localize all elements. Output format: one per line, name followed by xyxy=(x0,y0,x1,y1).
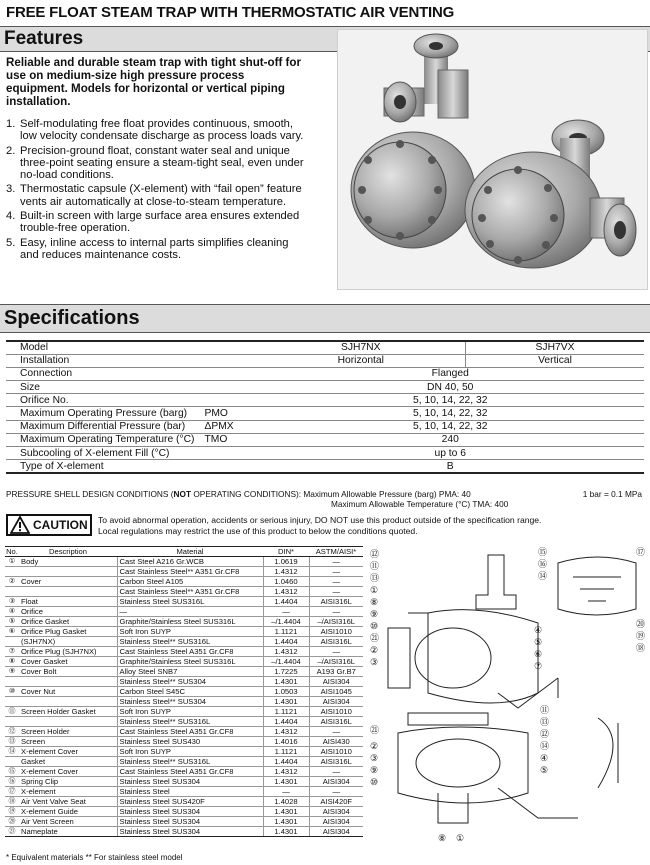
astm-number: — xyxy=(309,647,363,657)
din-number: 1.4301 xyxy=(263,697,309,707)
part-number: ⑦ xyxy=(5,647,19,657)
astm-number: –/AISI316L xyxy=(309,657,363,667)
part-description: Cover Bolt xyxy=(19,667,117,677)
caution-label: CAUTION xyxy=(33,518,88,532)
cell-value: Horizontal xyxy=(256,354,465,367)
part-description: Air Vent Screen xyxy=(19,817,117,827)
table-row xyxy=(5,697,363,707)
din-number: 1.4312 xyxy=(263,587,309,597)
astm-number: — xyxy=(309,727,363,737)
part-material: Graphite/Stainless Steel SUS316L xyxy=(117,617,263,627)
table-row xyxy=(6,367,644,380)
part-description: Gasket xyxy=(19,757,117,767)
part-material: Stainless Steel** SUS316L xyxy=(117,757,263,767)
part-number xyxy=(5,567,19,577)
table-row xyxy=(6,354,644,367)
feature-list xyxy=(6,118,306,263)
din-number: — xyxy=(263,787,309,797)
din-number: 1.4301 xyxy=(263,807,309,817)
callout-label: ⑦ xyxy=(534,661,543,671)
row-label: Model xyxy=(6,341,196,354)
cell-value: SJH7NX xyxy=(256,341,465,354)
din-number: 1.4312 xyxy=(263,567,309,577)
table-row xyxy=(5,587,363,597)
astm-number: A193 Gr.B7 xyxy=(309,667,363,677)
materials-table xyxy=(5,546,363,837)
table-row xyxy=(5,817,363,827)
cell-value: 5, 10, 14, 22, 32 xyxy=(256,394,644,407)
part-number: ⑭ xyxy=(5,747,19,757)
din-number: 1.4312 xyxy=(263,727,309,737)
header-no: No. xyxy=(6,547,18,556)
callout-label: ⑧ xyxy=(370,597,379,607)
caution-badge xyxy=(6,514,92,536)
part-description: Orifice Plug (SJH7NX) xyxy=(19,647,117,657)
table-row xyxy=(5,687,363,697)
table-row xyxy=(5,667,363,677)
part-material: Stainless Steel** SUS316L xyxy=(117,637,263,647)
callout-label: ③ xyxy=(370,657,379,667)
table-row xyxy=(5,827,363,837)
part-material: Stainless Steel SUS430 xyxy=(117,737,263,747)
part-description: (SJH7NX) xyxy=(19,637,117,647)
table-row xyxy=(6,381,644,394)
part-material: Soft Iron SUYP xyxy=(117,627,263,637)
drawing-shape xyxy=(476,555,516,609)
part-description: Spring Clip xyxy=(19,777,117,787)
part-material: Carbon Steel S45C xyxy=(117,687,263,697)
part-material: Stainless Steel SUS304 xyxy=(117,827,263,837)
table-row xyxy=(5,727,363,737)
astm-number: — xyxy=(309,587,363,597)
part-material: Stainless Steel** SUS316L xyxy=(117,717,263,727)
astm-number: AISI304 xyxy=(309,697,363,707)
cross-section-drawings xyxy=(368,543,648,848)
callout-label: ⑲ xyxy=(636,631,646,641)
table-header-row xyxy=(5,547,363,557)
part-material: Stainless Steel SUS304 xyxy=(117,777,263,787)
part-description: Screen Holder xyxy=(19,727,117,737)
astm-number: –/AISI316L xyxy=(309,617,363,627)
drawing-shape xyxy=(558,557,636,615)
drawing-shape xyxy=(388,628,410,688)
din-number: 1.7225 xyxy=(263,667,309,677)
callout-label: ⑮ xyxy=(538,547,548,557)
callout-label: ④ xyxy=(540,753,549,763)
table-row xyxy=(6,460,644,473)
table-row xyxy=(6,433,644,446)
callout-label: ⑧ xyxy=(438,833,447,843)
cell-value: 5, 10, 14, 22, 32 xyxy=(256,407,644,420)
part-number: ⑮ xyxy=(5,767,19,777)
callout-label: ㉑ xyxy=(370,633,380,643)
callout-label: ③ xyxy=(370,753,379,763)
cell-value: 5, 10, 14, 22, 32 xyxy=(256,420,644,433)
table-row xyxy=(5,577,363,587)
din-number: 1.4028 xyxy=(263,797,309,807)
list-item xyxy=(6,237,306,262)
part-material: Graphite/Stainless Steel SUS316L xyxy=(117,657,263,667)
part-description: Screen Holder Gasket xyxy=(19,707,117,717)
part-description xyxy=(19,677,117,687)
specifications-heading: Specifications xyxy=(0,304,650,333)
row-label: Maximum Operating Temperature (°C) xyxy=(6,433,196,446)
callout-label: ⑬ xyxy=(370,573,380,583)
table-row xyxy=(6,341,644,354)
callout-label: ⑬ xyxy=(540,717,550,727)
list-item xyxy=(6,210,306,235)
callout-label: ⑭ xyxy=(540,741,550,751)
part-description: Nameplate xyxy=(19,827,117,837)
part-number: ⑤ xyxy=(5,617,19,627)
table-row xyxy=(5,657,363,667)
list-text: Easy, inline access to internal parts simplifies cleaning and reduces maintenance costs. xyxy=(20,236,289,261)
table-row xyxy=(6,420,644,433)
warning-triangle-icon xyxy=(10,516,30,534)
row-label: Maximum Operating Pressure (barg) xyxy=(6,407,196,420)
callout-label: ⑩ xyxy=(370,777,379,787)
callout-label: ⑤ xyxy=(540,765,549,775)
din-number: 1.0619 xyxy=(263,557,309,567)
part-number: ⑥ xyxy=(5,627,19,637)
specifications-table xyxy=(6,340,644,474)
astm-number: AISI316L xyxy=(309,637,363,647)
astm-number: AISI1010 xyxy=(309,747,363,757)
page-title: FREE FLOAT STEAM TRAP WITH THERMOSTATIC AIR VENTING xyxy=(6,4,455,21)
row-label: Installation xyxy=(6,354,196,367)
part-material: Stainless Steel SUS304 xyxy=(117,807,263,817)
part-description: X-element Cover xyxy=(19,767,117,777)
table-row xyxy=(5,677,363,687)
part-material: Stainless Steel** SUS304 xyxy=(117,697,263,707)
callout-label: ⑩ xyxy=(370,621,379,631)
din-number: 1.4404 xyxy=(263,717,309,727)
row-symbol: ΔPMX xyxy=(196,420,256,433)
table-row xyxy=(5,637,363,647)
part-number: ⑬ xyxy=(5,737,19,747)
din-number: 1.4404 xyxy=(263,757,309,767)
table-row xyxy=(5,747,363,757)
part-number: ⑱ xyxy=(5,797,19,807)
steam-trap-illustration xyxy=(338,30,647,289)
part-number xyxy=(5,677,19,687)
callout-label: ⑫ xyxy=(540,729,550,739)
table-row xyxy=(5,627,363,637)
din-number: 1.4404 xyxy=(263,597,309,607)
din-number: 1.1121 xyxy=(263,707,309,717)
part-description xyxy=(19,587,117,597)
part-number: ⑨ xyxy=(5,667,19,677)
part-material: Carbon Steel A105 xyxy=(117,577,263,587)
callout-label: ⑳ xyxy=(636,619,646,629)
part-description: Cover xyxy=(19,577,117,587)
callout-label: ⑰ xyxy=(636,547,646,557)
din-number: 1.4312 xyxy=(263,647,309,657)
row-symbol: TMO xyxy=(196,433,256,446)
table-row xyxy=(5,717,363,727)
din-number: 1.4312 xyxy=(263,767,309,777)
table-row xyxy=(6,407,644,420)
astm-number: AISI430 xyxy=(309,737,363,747)
list-number: 2. xyxy=(6,144,16,157)
cell-value: Vertical xyxy=(466,354,644,367)
row-label: Maximum Differential Pressure (bar) xyxy=(6,420,196,433)
callout-label: ⑤ xyxy=(534,637,543,647)
astm-number: — xyxy=(309,607,363,617)
part-description: Cover Nut xyxy=(19,687,117,697)
part-number: ⑰ xyxy=(5,787,19,797)
table-row xyxy=(5,567,363,577)
list-number: 5. xyxy=(6,236,16,249)
part-number: ⑪ xyxy=(5,707,19,717)
list-item xyxy=(6,145,306,182)
table-row xyxy=(5,737,363,747)
table-row xyxy=(5,787,363,797)
callout-label: ⑪ xyxy=(370,561,380,571)
part-material: Cast Steel A216 Gr.WCB xyxy=(117,557,263,567)
table-row xyxy=(5,797,363,807)
list-item xyxy=(6,118,306,143)
callout-label: ⑥ xyxy=(534,649,543,659)
din-number: — xyxy=(263,607,309,617)
row-symbol xyxy=(196,381,256,394)
callout-label: ④ xyxy=(534,625,543,635)
product-photo xyxy=(337,29,648,290)
list-text: Precision-ground float, constant water seal and unique three-point seating ensure a steam-tight seal, even under no-load conditions. xyxy=(20,144,304,182)
list-number: 3. xyxy=(6,183,16,196)
part-number xyxy=(5,717,19,727)
din-number: 1.4301 xyxy=(263,677,309,687)
callout-label: ⑯ xyxy=(538,559,548,569)
part-material: Alloy Steel SNB7 xyxy=(117,667,263,677)
callout-label: ⑨ xyxy=(370,765,379,775)
part-description xyxy=(19,717,117,727)
drawing-shape xyxy=(408,713,488,725)
table-row xyxy=(5,807,363,817)
part-description: Float xyxy=(19,597,117,607)
part-description: Orifice xyxy=(19,607,117,617)
row-label: Size xyxy=(6,381,196,394)
part-description: Orifice Plug Gasket xyxy=(19,627,117,637)
cell-value: Flanged xyxy=(256,367,644,380)
part-material: Stainless Steel SUS304 xyxy=(117,817,263,827)
drawing-shape xyxy=(416,739,500,787)
part-description: X-element xyxy=(19,787,117,797)
part-number: ① xyxy=(5,557,19,567)
part-number: ㉑ xyxy=(5,827,19,837)
header-material: Material xyxy=(117,547,263,557)
astm-number: — xyxy=(309,557,363,567)
callout-label: ⑨ xyxy=(370,609,379,619)
table-row xyxy=(6,447,644,460)
part-description: Orifice Gasket xyxy=(19,617,117,627)
astm-number: AISI304 xyxy=(309,817,363,827)
part-number: ⑲ xyxy=(5,807,19,817)
row-symbol xyxy=(196,394,256,407)
unit-conversion: 1 bar = 0.1 MPa xyxy=(582,489,642,499)
part-description: Body xyxy=(19,557,117,567)
row-label: Orifice No. xyxy=(6,394,196,407)
part-number xyxy=(5,697,19,707)
astm-number: — xyxy=(309,567,363,577)
part-material: Cast Stainless Steel** A351 Gr.CF8 xyxy=(117,587,263,597)
part-number: ⑯ xyxy=(5,777,19,787)
part-number xyxy=(5,587,19,597)
header-description: Description xyxy=(19,547,117,557)
callout-label: ⑪ xyxy=(540,705,550,715)
table-row xyxy=(5,647,363,657)
row-label: Connection xyxy=(6,367,196,380)
list-number: 4. xyxy=(6,210,16,223)
cell-value: SJH7VX xyxy=(466,341,644,354)
cell-value: DN 40, 50 xyxy=(256,381,644,394)
din-number: 1.4404 xyxy=(263,637,309,647)
part-material: Cast Stainless Steel** A351 Gr.CF8 xyxy=(117,567,263,577)
part-number: ③ xyxy=(5,597,19,607)
callout-label: ① xyxy=(370,585,379,595)
table-row xyxy=(5,617,363,627)
header-din: DIN* xyxy=(263,547,309,557)
callout-label: ② xyxy=(370,645,379,655)
table-row xyxy=(5,707,363,717)
table-row xyxy=(5,777,363,787)
list-text: Built-in screen with large surface area ensures extended trouble-free operation. xyxy=(20,210,300,235)
row-label: Subcooling of X-element Fill (°C) xyxy=(6,447,196,460)
part-number xyxy=(5,637,19,647)
astm-number: AISI304 xyxy=(309,807,363,817)
astm-number: AISI316L xyxy=(309,717,363,727)
part-number: ⑧ xyxy=(5,657,19,667)
part-material: Stainless Steel xyxy=(117,787,263,797)
din-number: 1.4301 xyxy=(263,777,309,787)
pressure-shell-note: PRESSURE SHELL DESIGN CONDITIONS (NOT OPERATING CONDITIONS): Maximum Allowable Pressure (barg) PMA: 40 Maximum Allowable Temperature (°C) TMA: 400 1 bar = 0.1 MPa xyxy=(6,489,642,509)
part-description: X-element Guide xyxy=(19,807,117,817)
din-number: 1.0460 xyxy=(263,577,309,587)
part-material: Cast Stainless Steel A351 Gr.CF8 xyxy=(117,647,263,657)
drawing-shape xyxy=(408,610,538,703)
din-number: –/1.4404 xyxy=(263,617,309,627)
din-number: 1.1121 xyxy=(263,627,309,637)
astm-number: AISI304 xyxy=(309,827,363,837)
part-description xyxy=(19,567,117,577)
drawing-shape xyxy=(573,577,621,601)
callout-label: ② xyxy=(370,741,379,751)
header-astm: ASTM/AISI* xyxy=(309,547,363,557)
part-description: Cover Gasket xyxy=(19,657,117,667)
list-number: 1. xyxy=(6,118,16,130)
part-number: ④ xyxy=(5,607,19,617)
drawing-shape xyxy=(498,678,558,708)
part-number: ⑳ xyxy=(5,817,19,827)
part-material: Cast Stainless Steel A351 Gr.CF8 xyxy=(117,727,263,737)
astm-number: AISI304 xyxy=(309,777,363,787)
part-description xyxy=(19,697,117,707)
part-number: ⑩ xyxy=(5,687,19,697)
cell-value: 240 xyxy=(256,433,644,446)
row-label: Type of X-element xyxy=(6,460,196,473)
astm-number: AISI316L xyxy=(309,757,363,767)
callout-label: ① xyxy=(456,833,465,843)
row-symbol xyxy=(196,367,256,380)
din-number: 1.0503 xyxy=(263,687,309,697)
callout-label: ⑫ xyxy=(370,549,380,559)
din-number: –/1.4404 xyxy=(263,657,309,667)
table-row xyxy=(5,767,363,777)
footnote: * Equivalent materials ** For stainless steel model xyxy=(6,853,183,862)
drawing-shape xyxy=(415,628,491,688)
table-row xyxy=(5,757,363,767)
callout-label: ㉑ xyxy=(370,725,380,735)
astm-number: AISI316L xyxy=(309,597,363,607)
list-item xyxy=(6,183,306,208)
cell-value: up to 6 xyxy=(256,447,644,460)
part-material: Stainless Steel SUS420F xyxy=(117,797,263,807)
part-material: Soft Iron SUYP xyxy=(117,747,263,757)
features-intro: Reliable and durable steam trap with tight shut-off for use on medium-size high pressure process equipment. Models for horizontal or vertical piping installation. xyxy=(6,56,302,108)
part-number xyxy=(5,757,19,767)
row-symbol: PMO xyxy=(196,407,256,420)
astm-number: AISI420F xyxy=(309,797,363,807)
drawing-shape xyxy=(398,727,528,803)
part-material: Soft Iron SUYP xyxy=(117,707,263,717)
list-text: Thermostatic capsule (X-element) with “fail open” feature vents air automatically at close-to-steam temperature. xyxy=(20,183,302,208)
astm-number: — xyxy=(309,577,363,587)
part-description: Screen xyxy=(19,737,117,747)
din-number: 1.4016 xyxy=(263,737,309,747)
part-material: — xyxy=(117,607,263,617)
part-number: ⑫ xyxy=(5,727,19,737)
part-material: Stainless Steel** SUS304 xyxy=(117,677,263,687)
caution-text: To avoid abnormal operation, accidents or serious injury, DO NOT use this product outside of the specification range. Local regulations may restrict the use of this product to below the conditions quoted. xyxy=(98,515,542,536)
row-symbol xyxy=(196,447,256,460)
list-text: Self-modulating free float provides continuous, smooth, low velocity condensate discharge as process loads vary. xyxy=(20,118,304,143)
table-row xyxy=(5,607,363,617)
part-description: X-element Cover xyxy=(19,747,117,757)
astm-number: — xyxy=(309,767,363,777)
din-number: 1.1121 xyxy=(263,747,309,757)
features-heading: Features xyxy=(0,26,650,52)
cell-value: B xyxy=(256,460,644,473)
part-description: Air Vent Valve Seat xyxy=(19,797,117,807)
astm-number: AISI1010 xyxy=(309,627,363,637)
table-row xyxy=(5,557,363,567)
drawing-shape xyxy=(598,718,618,788)
part-material: Stainless Steel SUS316L xyxy=(117,597,263,607)
table-row xyxy=(5,597,363,607)
part-material: Cast Stainless Steel A351 Gr.CF8 xyxy=(117,767,263,777)
materials-body xyxy=(5,557,363,837)
part-number: ② xyxy=(5,577,19,587)
table-row xyxy=(6,394,644,407)
callout-label: ⑱ xyxy=(636,643,646,653)
din-number: 1.4301 xyxy=(263,817,309,827)
astm-number: AISI1045 xyxy=(309,687,363,697)
astm-number: AISI1010 xyxy=(309,707,363,717)
row-symbol xyxy=(196,460,256,473)
astm-number: AISI304 xyxy=(309,677,363,687)
drawing-shape xyxy=(438,788,578,823)
callout-label: ⑭ xyxy=(538,571,548,581)
astm-number: — xyxy=(309,787,363,797)
din-number: 1.4301 xyxy=(263,827,309,837)
